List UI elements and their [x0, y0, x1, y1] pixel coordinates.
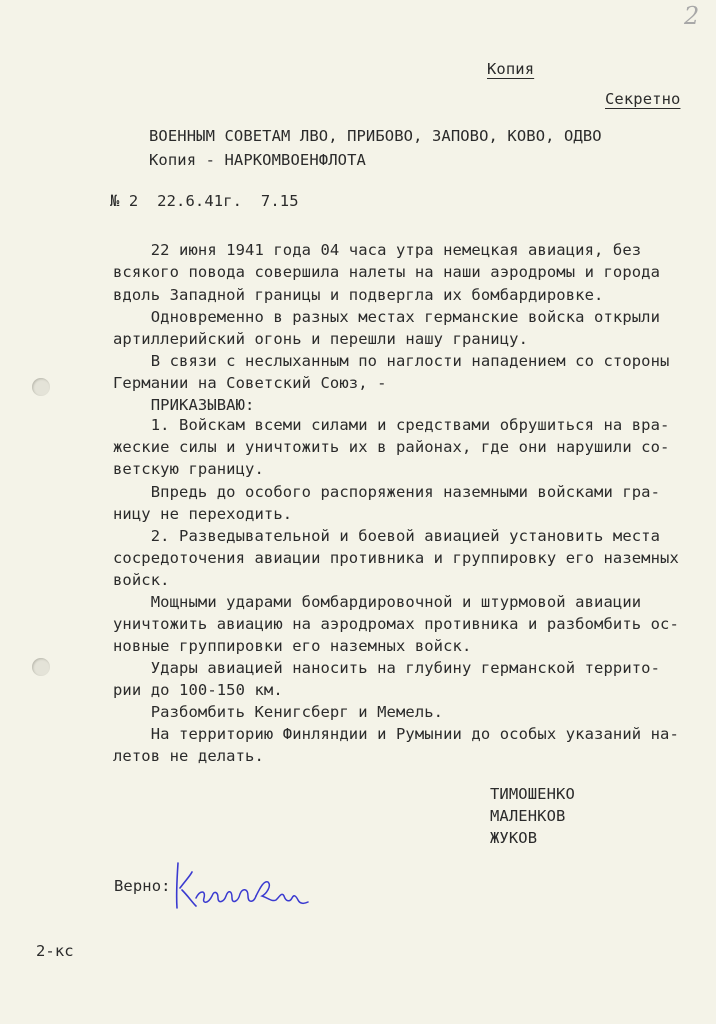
body-line: сосредоточения авиации противника и группировку его наземных — [113, 549, 679, 567]
certification-label: Верно: — [114, 877, 171, 895]
body-line: Мощными ударами бомбардировочной и штурмовой авиации — [113, 593, 642, 611]
body-line: 22 июня 1941 года 04 часа утра немецкая авиация, без — [113, 241, 642, 259]
body-line: 2. Разведывательной и боевой авиацией установить места — [113, 527, 661, 545]
body-line: жеские силы и уничтожить их в районах, где они нарушили со- — [113, 438, 670, 456]
page-number: 2 — [684, 2, 700, 30]
body-line: Германии на Советский Союз, - — [113, 374, 387, 392]
signatory-zhukov: ЖУКОВ — [490, 829, 538, 847]
body-line: уничтожить авиацию на аэродромах противника и разбомбить ос- — [113, 615, 679, 633]
body-line: новные группировки его наземных войск. — [113, 637, 472, 655]
body-line: Разбомбить Кенигсберг и Мемель. — [113, 703, 444, 721]
addressee-line-1: ВОЕННЫМ СОВЕТАМ ЛВО, ПРИБОВО, ЗАПОВО, КОВО, ОДВО — [149, 127, 602, 145]
body-line: В связи с неслыханным по наглости нападением со стороны — [113, 352, 670, 370]
signature-icon — [168, 858, 318, 918]
addressee-line-2: Копия - НАРКОМВОЕНФЛОТА — [149, 151, 366, 169]
signatory-malenkov: МАЛЕНКОВ — [490, 807, 566, 825]
punch-hole-top — [32, 378, 50, 396]
body-line: рии до 100-150 км. — [113, 681, 283, 699]
body-line: ницу не переходить. — [113, 505, 293, 523]
body-line: Одновременно в разных местах германские войска открыли — [113, 308, 661, 326]
body-line: Удары авиацией наносить на глубину германской террито- — [113, 659, 661, 677]
body-line: ветскую границу. — [113, 460, 264, 478]
footer-code: 2-кс — [36, 942, 74, 960]
body-line: На территорию Финляндии и Румынии до особых указаний на- — [113, 725, 679, 743]
signatory-timoshenko: ТИМОШЕНКО — [490, 785, 575, 803]
classification-mark: Секретно — [605, 90, 681, 108]
body-line: ПРИКАЗЫВАЮ: — [113, 396, 255, 414]
body-line: летов не делать. — [113, 747, 264, 765]
body-line: артиллерийский огонь и перешли нашу границу. — [113, 330, 528, 348]
body-line: Впредь до особого распоряжения наземными войсками гра- — [113, 483, 661, 501]
body-line: 1. Войскам всеми силами и средствами обрушиться на вра- — [113, 416, 670, 434]
body-line: всякого повода совершила налеты на наши аэродромы и города — [113, 263, 661, 281]
document-reference: № 2 22.6.41г. 7.15 — [110, 192, 299, 210]
punch-hole-bottom — [32, 658, 50, 676]
body-line: войск. — [113, 571, 170, 589]
copy-mark: Копия — [487, 60, 535, 78]
body-line: вдоль Западной границы и подвергла их бомбардировке. — [113, 286, 604, 304]
handwritten-signature — [168, 858, 318, 918]
